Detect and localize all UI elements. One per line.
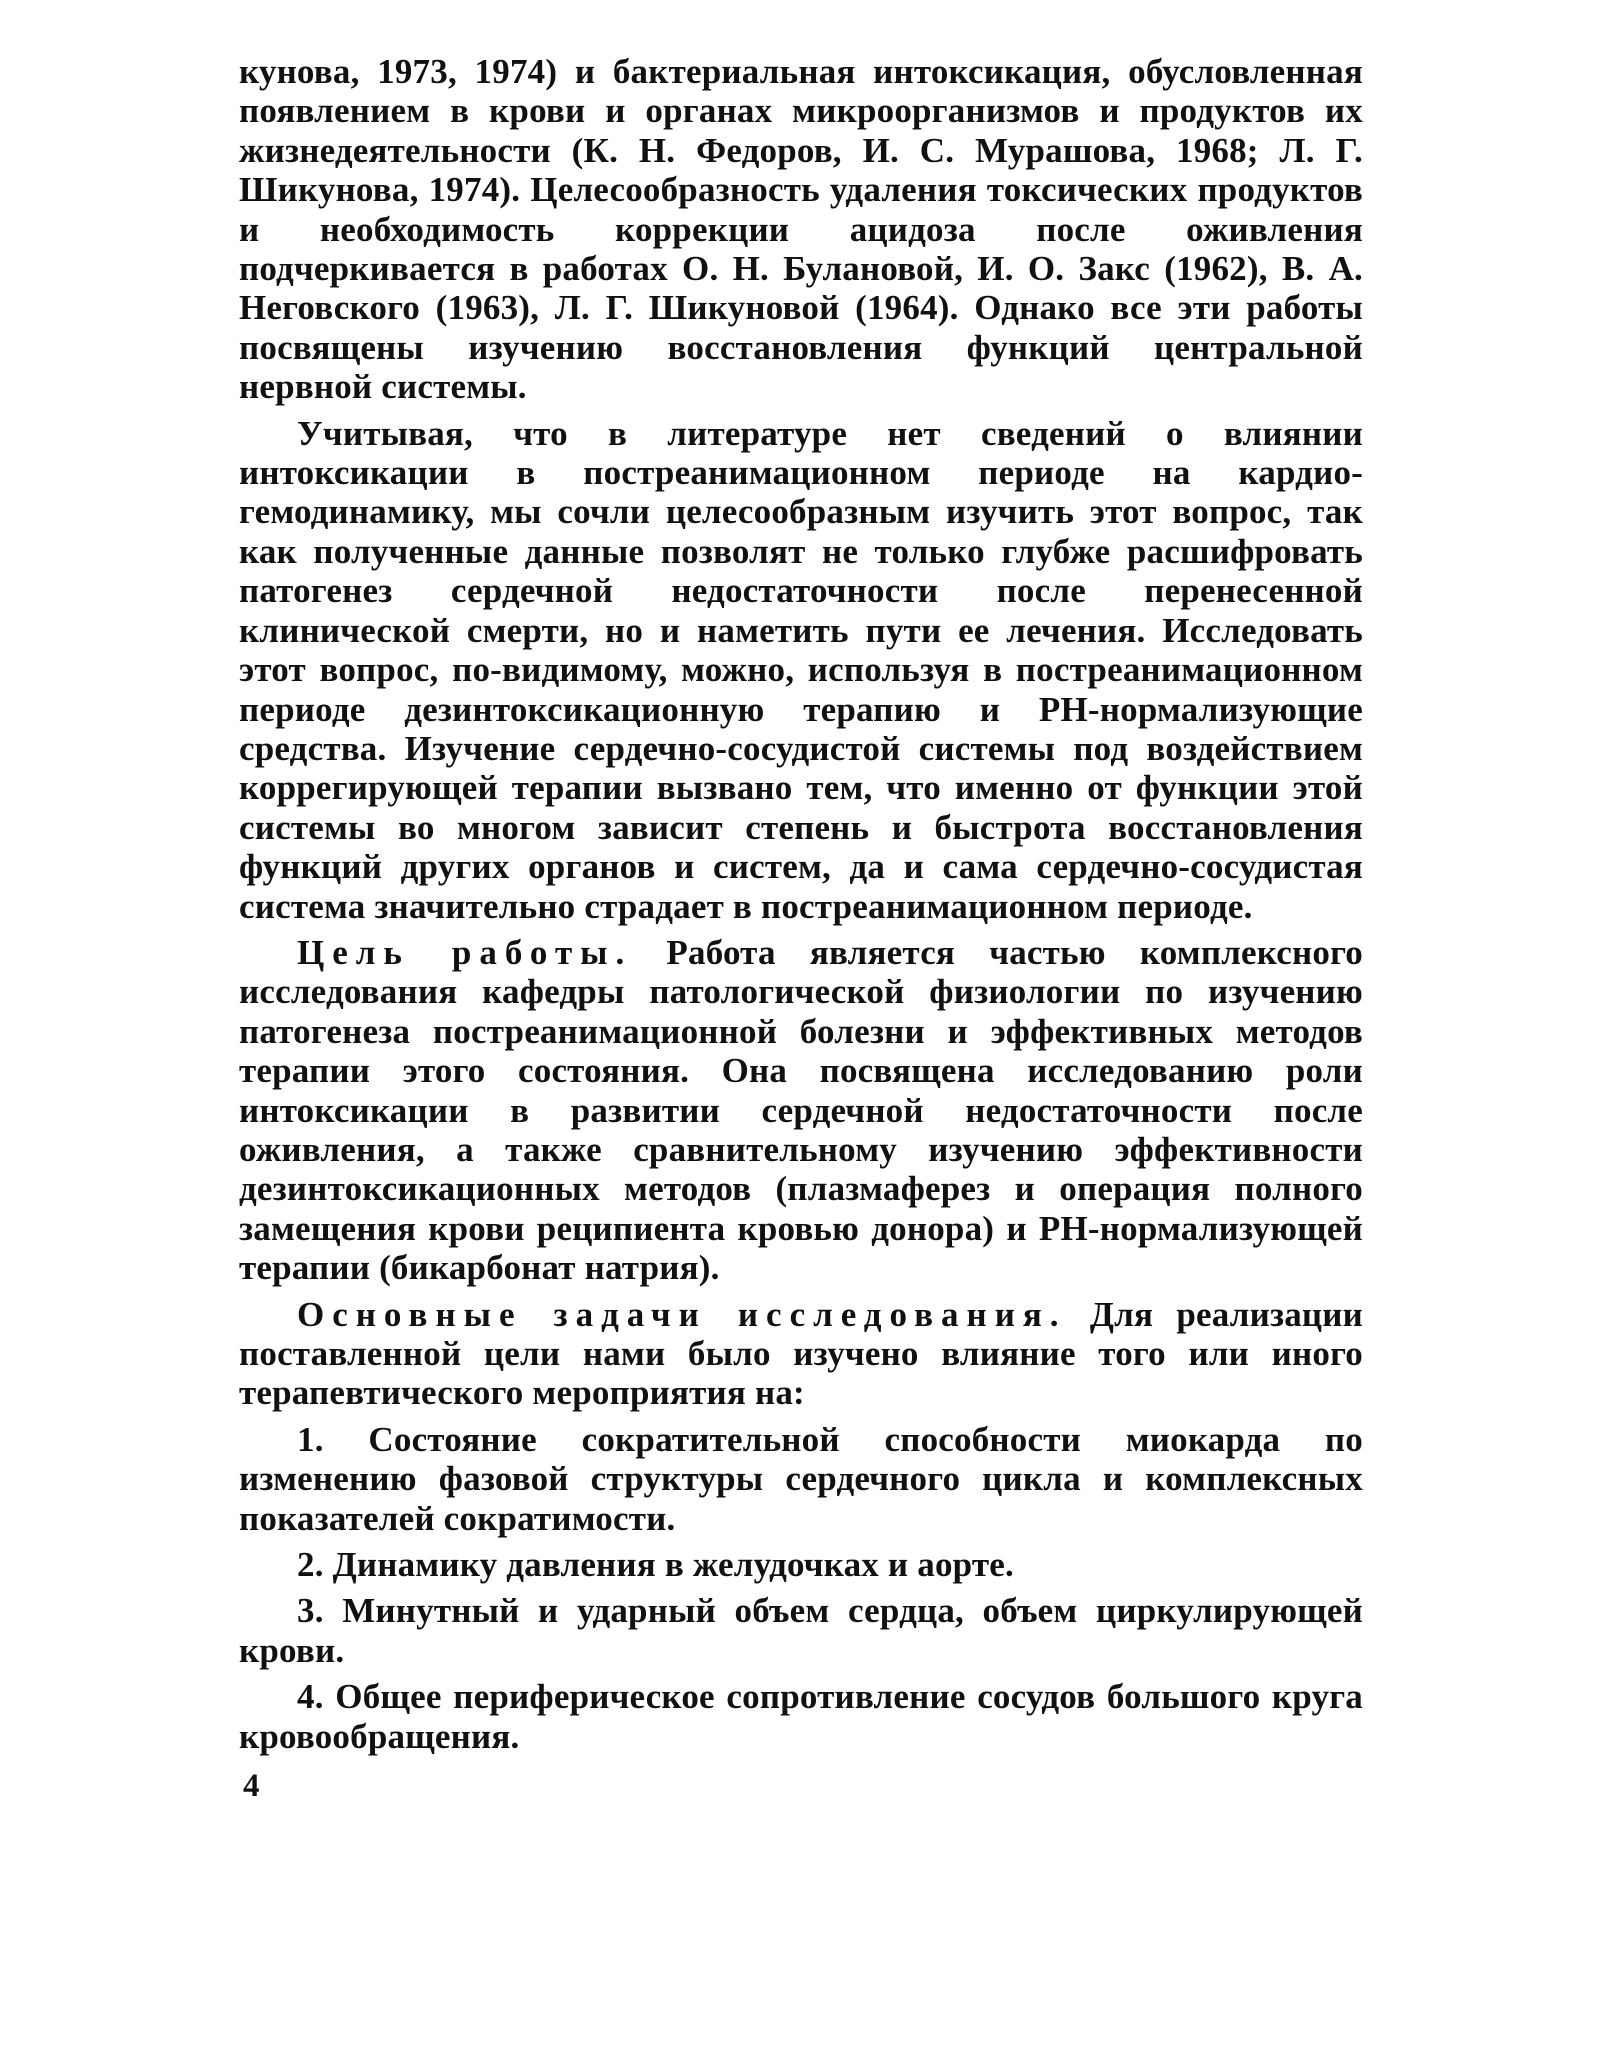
paragraph-3: [239, 933, 1363, 1288]
paragraph-4: [239, 1295, 1363, 1413]
paragraph-3-text: Работа является частью комплексного исследования кафедры патологической физиологии по изучению патогенеза постреанимационной болезни и эффективных методов терапии этого состояния. Она посвящена исследованию роли интоксикации в развитии сердечной недостаточности после оживления, а также сравнительному изучению эффективности дезинтоксикационных методов (плазмаферез и операция полного замещения крови реципиента кровью донора) и РН-нормализующей терапии (бикарбонат натрия).: [239, 932, 1364, 1288]
list-item-2-text: 2. Динамику давления в желудочках и аорте.: [297, 1545, 1014, 1585]
list-item-3-text: 3. Минутный и ударный объем сердца, объем циркулирующей крови.: [239, 1591, 1363, 1670]
page-number: 4: [243, 1768, 260, 1804]
paragraph-2-text: Учитывая, что в литературе нет сведений о влиянии интоксикации в постреанимационном периоде на кардио-гемодинамику, мы сочли целесообразным изучить этот вопрос, так как полученные данные позволят не только глубже расшифровать патогенез сердечной недостаточности после перенесенной клинической смерти, но и наметить пути ее лечения. Исследовать этот вопрос, по-видимому, можно, используя в постреанимационном периоде дезинтоксикационную терапию и РН-нормализующие средства. Изучение сердечно-сосудистой системы под воздействием коррегирующей терапии вызвано тем, что именно от функции этой системы во многом зависит степень и быстрота восстановления функций других органов и систем, да и сама сердечно-сосудистая система значительно страдает в постреанимационном периоде.: [239, 413, 1363, 926]
list-item-4-text: 4. Общее периферическое сопротивление сосудов большого круга кровообращения.: [239, 1677, 1363, 1756]
tasks-heading: Основные задачи исследования.: [297, 1294, 1067, 1334]
paragraph-1-text: кунова, 1973, 1974) и бактериальная интоксикация, обусловленная появлением в крови и органах микроорганизмов и продуктов их жизнедеятельности (К. Н. Федоров, И. С. Мурашова, 1968; Л. Г. Шикунова, 1974). Целесообразность удаления токсических продуктов и необходимость коррекции ацидоза после оживления подчеркивается в работах О. Н. Булановой, И. О. Закс (1962), В. А. Неговского (1963), Л. Г. Шикуновой (1964). Однако все эти работы посвящены изучению восстановления функций центральной нервной системы.: [239, 52, 1363, 407]
list-item-1: [239, 1420, 1363, 1538]
paragraph-2: [239, 414, 1363, 926]
paragraph-1: [239, 52, 1363, 407]
list-item-3: [239, 1591, 1363, 1670]
list-item-2: [239, 1545, 1363, 1584]
goal-heading: Цель работы.: [297, 932, 633, 972]
document-page: [239, 52, 1363, 1756]
paragraph-4-text: Для реализации поставленной цели нами было изучено влияние того или иного терапевтического мероприятия на:: [239, 1294, 1364, 1413]
list-item-1-text: 1. Состояние сократительной способности миокарда по изменению фазовой структуры сердечного цикла и комплексных показателей сократимости.: [239, 1419, 1363, 1538]
list-item-4: [239, 1677, 1363, 1756]
